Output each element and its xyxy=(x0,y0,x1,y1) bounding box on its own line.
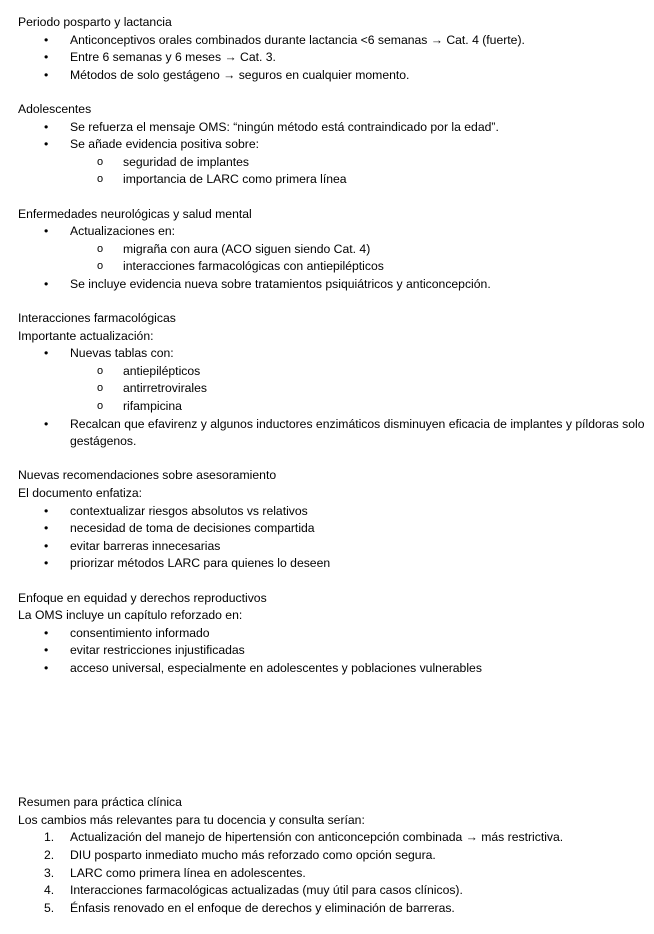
sub-list-item xyxy=(18,363,648,381)
list-item xyxy=(18,223,648,241)
list-item-text: Actualizaciones en: xyxy=(70,224,176,239)
item-number: 1. xyxy=(44,830,55,845)
list-item xyxy=(18,119,648,137)
list-item-text: Anticonceptivos orales combinados durante lactancia <6 semanas → Cat. 4 (fuerte). xyxy=(70,32,525,47)
item-number: 2. xyxy=(44,847,55,862)
sub-list-item xyxy=(18,241,648,259)
bullet-marker: • xyxy=(44,137,49,152)
list-item xyxy=(18,136,648,154)
sub-bullet-marker: o xyxy=(97,260,104,273)
section-interacciones xyxy=(18,310,648,451)
bullet-list xyxy=(18,32,648,85)
list-item-text: rifampicina xyxy=(123,399,182,414)
blank-space xyxy=(18,694,648,794)
sub-bullet-marker: o xyxy=(97,242,104,255)
list-item-text: migraña con aura (ACO siguen siendo Cat. 4) xyxy=(123,241,371,256)
list-item-text: Recalcan que efavirenz y algunos inductores enzimáticos disminuyen eficacia de implantes y píldoras solo gestágenos. xyxy=(70,416,645,449)
bullet-list xyxy=(18,119,648,189)
section-posparto xyxy=(18,14,648,84)
list-item-text: Énfasis renovado en el enfoque de derechos y eliminación de barreras. xyxy=(70,900,455,915)
list-item-text: evitar restricciones injustificadas xyxy=(70,643,245,658)
list-item-text: consentimiento informado xyxy=(70,625,210,640)
list-item-text: Métodos de solo gestágeno → seguros en cualquier momento. xyxy=(70,67,410,82)
sub-bullet-marker: o xyxy=(97,155,104,168)
list-item-text: Entre 6 semanas y 6 meses → Cat. 3. xyxy=(70,50,276,65)
list-item xyxy=(18,520,648,538)
bullet-marker: • xyxy=(44,643,49,658)
section-heading: Enfoque en equidad y derechos reproductivos xyxy=(18,590,267,605)
sub-list-item xyxy=(18,171,648,189)
list-item xyxy=(18,625,648,643)
numbered-item xyxy=(18,829,648,847)
list-item xyxy=(18,416,648,451)
list-item-text: Actualización del manejo de hipertensión con anticoncepción combinada → más restrictiva. xyxy=(70,830,564,845)
section-heading: Nuevas recomendaciones sobre asesoramiento xyxy=(18,468,277,483)
bullet-list xyxy=(18,503,648,573)
section-intro: El documento enfatiza: xyxy=(18,486,142,501)
bullet-marker: • xyxy=(44,660,49,675)
list-item xyxy=(18,538,648,556)
bullet-marker: • xyxy=(44,32,49,47)
document-page xyxy=(18,14,648,934)
list-item-text: Nuevas tablas con: xyxy=(70,346,174,361)
bullet-marker: • xyxy=(44,538,49,553)
bullet-list xyxy=(18,223,648,293)
list-item-text: antiepilépticos xyxy=(123,363,201,378)
list-item-text: LARC como primera línea en adolescentes. xyxy=(70,865,306,880)
list-item-text: Se añade evidencia positiva sobre: xyxy=(70,137,260,152)
list-item-text: importancia de LARC como primera línea xyxy=(123,172,347,187)
section-heading: Adolescentes xyxy=(18,101,92,116)
sub-bullet-marker: o xyxy=(97,173,104,186)
numbered-item xyxy=(18,847,648,865)
bullet-marker: • xyxy=(44,346,49,361)
section-adolescentes xyxy=(18,101,648,189)
section-heading: Resumen para práctica clínica xyxy=(18,795,182,810)
item-number: 5. xyxy=(44,900,55,915)
list-item-text: contextualizar riesgos absolutos vs relativos xyxy=(70,503,308,518)
bullet-list xyxy=(18,625,648,678)
list-item xyxy=(18,555,648,573)
numbered-item xyxy=(18,882,648,900)
numbered-list xyxy=(18,829,648,917)
bullet-marker: • xyxy=(44,50,49,65)
list-item-text: interacciones farmacológicas con antiepilépticos xyxy=(123,259,384,274)
section-heading: Interacciones farmacológicas xyxy=(18,311,176,326)
sub-bullet-marker: o xyxy=(97,364,104,377)
section-intro: Importante actualización: xyxy=(18,328,154,343)
item-number: 4. xyxy=(44,883,55,898)
sub-bullet-marker: o xyxy=(97,382,104,395)
numbered-item xyxy=(18,865,648,883)
list-item-text: necesidad de toma de decisiones compartida xyxy=(70,521,315,536)
bullet-marker: • xyxy=(44,67,49,82)
list-item xyxy=(18,660,648,678)
bullet-marker: • xyxy=(44,625,49,640)
sub-bullet-marker: o xyxy=(97,400,104,413)
list-item xyxy=(18,32,648,50)
section-intro: La OMS incluye un capítulo reforzado en: xyxy=(18,608,243,623)
section-heading: Enfermedades neurológicas y salud mental xyxy=(18,206,252,221)
list-item-text: antirretrovirales xyxy=(123,381,207,396)
numbered-item xyxy=(18,900,648,918)
bullet-marker: • xyxy=(44,119,49,134)
list-item-text: priorizar métodos LARC para quienes lo deseen xyxy=(70,556,331,571)
list-item xyxy=(18,49,648,67)
section-intro: Los cambios más relevantes para tu docencia y consulta serían: xyxy=(18,812,365,827)
sub-list-item xyxy=(18,154,648,172)
section-resumen xyxy=(18,794,648,917)
list-item-text: DIU posparto inmediato mucho más reforzado como opción segura. xyxy=(70,847,436,862)
item-number: 3. xyxy=(44,865,55,880)
list-item xyxy=(18,642,648,660)
section-asesoramiento xyxy=(18,467,648,573)
bullet-marker: • xyxy=(44,556,49,571)
list-item-text: seguridad de implantes xyxy=(123,154,250,169)
bullet-marker: • xyxy=(44,276,49,291)
bullet-list xyxy=(18,345,648,451)
list-item-text: Se refuerza el mensaje OMS: “ningún método está contraindicado por la edad”. xyxy=(70,119,499,134)
list-item xyxy=(18,276,648,294)
list-item xyxy=(18,345,648,363)
sub-list-item xyxy=(18,380,648,398)
list-item-text: evitar barreras innecesarias xyxy=(70,538,221,553)
bullet-marker: • xyxy=(44,503,49,518)
section-equidad xyxy=(18,590,648,678)
bullet-marker: • xyxy=(44,521,49,536)
sub-list-item xyxy=(18,398,648,416)
list-item xyxy=(18,503,648,521)
bullet-marker: • xyxy=(44,224,49,239)
section-heading: Periodo posparto y lactancia xyxy=(18,15,172,29)
section-neurologicas xyxy=(18,206,648,294)
list-item-text: Se incluye evidencia nueva sobre tratamientos psiquiátricos y anticoncepción. xyxy=(70,276,491,291)
list-item-text: Interacciones farmacológicas actualizadas (muy útil para casos clínicos). xyxy=(70,883,463,898)
sub-list-item xyxy=(18,258,648,276)
bullet-marker: • xyxy=(44,416,49,431)
list-item xyxy=(18,67,648,85)
list-item-text: acceso universal, especialmente en adolescentes y poblaciones vulnerables xyxy=(70,660,482,675)
